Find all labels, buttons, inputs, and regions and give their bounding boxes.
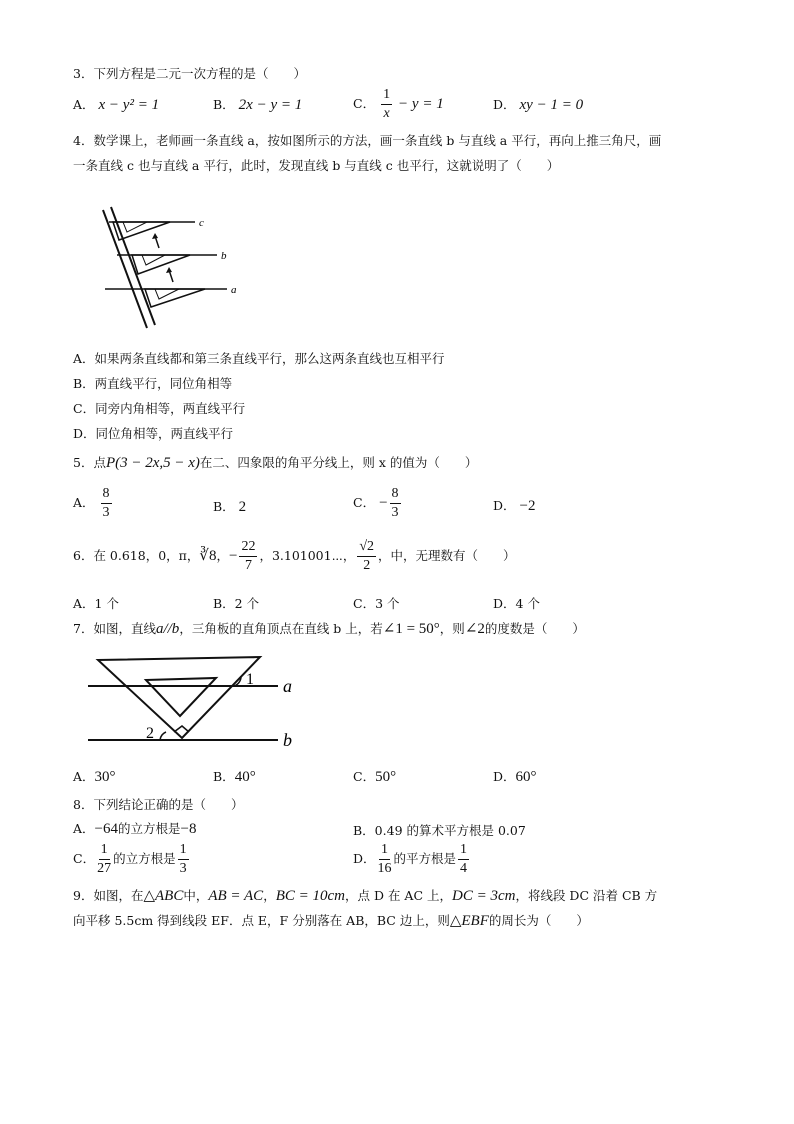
q5-a-fraction: $\frac{8}{3}$: [102, 486, 110, 520]
triangle-bottom: [145, 289, 205, 307]
q8-option-d: D． $\frac{1}{16}$ 的平方根是 $\frac{1}{4}$: [353, 842, 468, 876]
q5-option-a: A． $\frac{8}{3}$: [73, 486, 110, 520]
q9-stem-line1: 9．如图，在△ABC中，AB = AC，BC = 10cm，点 D 在 AC 上，DC = 3cm，将线段 DC 沿着 CB 方: [73, 888, 658, 904]
q6-option-c: C．3 个: [353, 596, 400, 611]
q6-option-a: A．1 个: [73, 596, 119, 611]
q5-option-c: C． − $\frac{8}{3}$: [353, 486, 399, 520]
q8-option-c: C． $\frac{1}{27}$ 的立方根是 $\frac{1}{3}$: [73, 842, 187, 876]
label-angle-2: 2: [146, 725, 154, 742]
triangle-middle-inner: [142, 255, 165, 265]
inner-triangle: [146, 678, 216, 716]
ruler-edge-right: [111, 207, 155, 325]
q8-c-fraction-2: $\frac{1}{3}$: [179, 842, 187, 876]
label-a: a: [231, 284, 237, 296]
q9-stem-line2: 向平移 5.5cm 得到线段 EF．点 E，F 分别落在 AB，BC 边上，则△EBF的周长为（ ）: [73, 913, 589, 929]
label-b: b: [283, 730, 292, 750]
q6-option-b: B．2 个: [213, 596, 260, 611]
right-angle-mark: [174, 726, 189, 732]
q7-option-c: C．50°: [353, 769, 397, 785]
q3-option-a: A． x − y² = 1: [73, 97, 160, 113]
q8-option-b: B．0.49 的算术平方根是 0.07: [353, 823, 526, 838]
q6-fraction-22-7: $\frac{22}{7}$: [241, 539, 256, 573]
q3-stem: 3．下列方程是二元一次方程的是（ ）: [73, 66, 306, 81]
q5-option-d: D． −2: [493, 498, 536, 514]
label-b: b: [221, 250, 227, 262]
q7-option-a: A．30°: [73, 769, 116, 785]
q4-stem-line1: 4．数学课上，老师画一条直线 a，按如图所示的方法，画一条直线 b 与直线 a 平行，再向上推三角尺，画: [73, 133, 662, 148]
q7-figure-set-square: [88, 652, 308, 757]
q8-stem: 8．下列结论正确的是（ ）: [73, 797, 244, 812]
q6-fraction-sqrt2-2: $\frac{√2}{2}$: [359, 539, 375, 573]
q3-option-c: C． $\frac{1}{x}$ − y = 1: [353, 87, 444, 121]
q3-c-fraction: $\frac{1}{x}$: [383, 87, 391, 121]
triangle-top-inner: [123, 222, 147, 232]
arrow-head-2: [166, 267, 172, 273]
q7-stem: 7．如图，直线a//b，三角板的直角顶点在直线 b 上，若∠1 = 50°，则∠2的度数是（ ）: [73, 621, 585, 637]
q6-stem: 6．在 0.618，0，π，∛8，− $\frac{22}{7}$ ，3.101001⋯， $\frac{√2}{2}$ ，中，无理数有（ ）: [73, 539, 516, 573]
q7-option-d: D．60°: [493, 769, 537, 785]
q3-option-d: D． xy − 1 = 0: [493, 97, 584, 113]
q4-option-c: C．同旁内角相等，两直线平行: [73, 401, 246, 416]
q4-figure-triangle-ruler: [95, 200, 255, 335]
q8-c-fraction-1: $\frac{1}{27}$: [97, 842, 112, 876]
q8-d-fraction-2: $\frac{1}{4}$: [460, 842, 468, 876]
q4-option-d: D．同位角相等，两直线平行: [73, 426, 234, 441]
q4-option-b: B．两直线平行，同位角相等: [73, 376, 233, 391]
label-angle-1: 1: [246, 671, 254, 688]
angle-2-arc: [160, 732, 166, 740]
q7-option-b: B．40°: [213, 769, 256, 785]
q8-d-fraction-1: $\frac{1}{16}$: [377, 842, 392, 876]
label-c: c: [199, 217, 204, 229]
label-a: a: [283, 676, 292, 696]
arrow-head-1: [152, 233, 158, 239]
q8-option-a: A．−64的立方根是−8: [73, 821, 197, 837]
q5-stem: 5．点P(3 − 2x,5 − x)在二、四象限的角平分线上，则 x 的值为（ ）: [73, 455, 478, 471]
triangle-bottom-inner: [155, 289, 179, 299]
q6-option-d: D．4 个: [493, 596, 540, 611]
q4-option-a: A．如果两条直线都和第三条直线平行，那么这两条直线也互相平行: [73, 351, 445, 366]
triangle-middle: [132, 255, 190, 274]
outer-triangle: [98, 657, 260, 738]
q4-stem-line2: 一条直线 c 也与直线 a 平行，此时，发现直线 b 与直线 c 也平行，这就说明了（ ）: [73, 158, 560, 173]
q3-option-b: B． 2x − y = 1: [213, 97, 303, 113]
q5-option-b: B． 2: [213, 499, 247, 515]
q5-c-fraction: $\frac{8}{3}$: [391, 486, 399, 520]
